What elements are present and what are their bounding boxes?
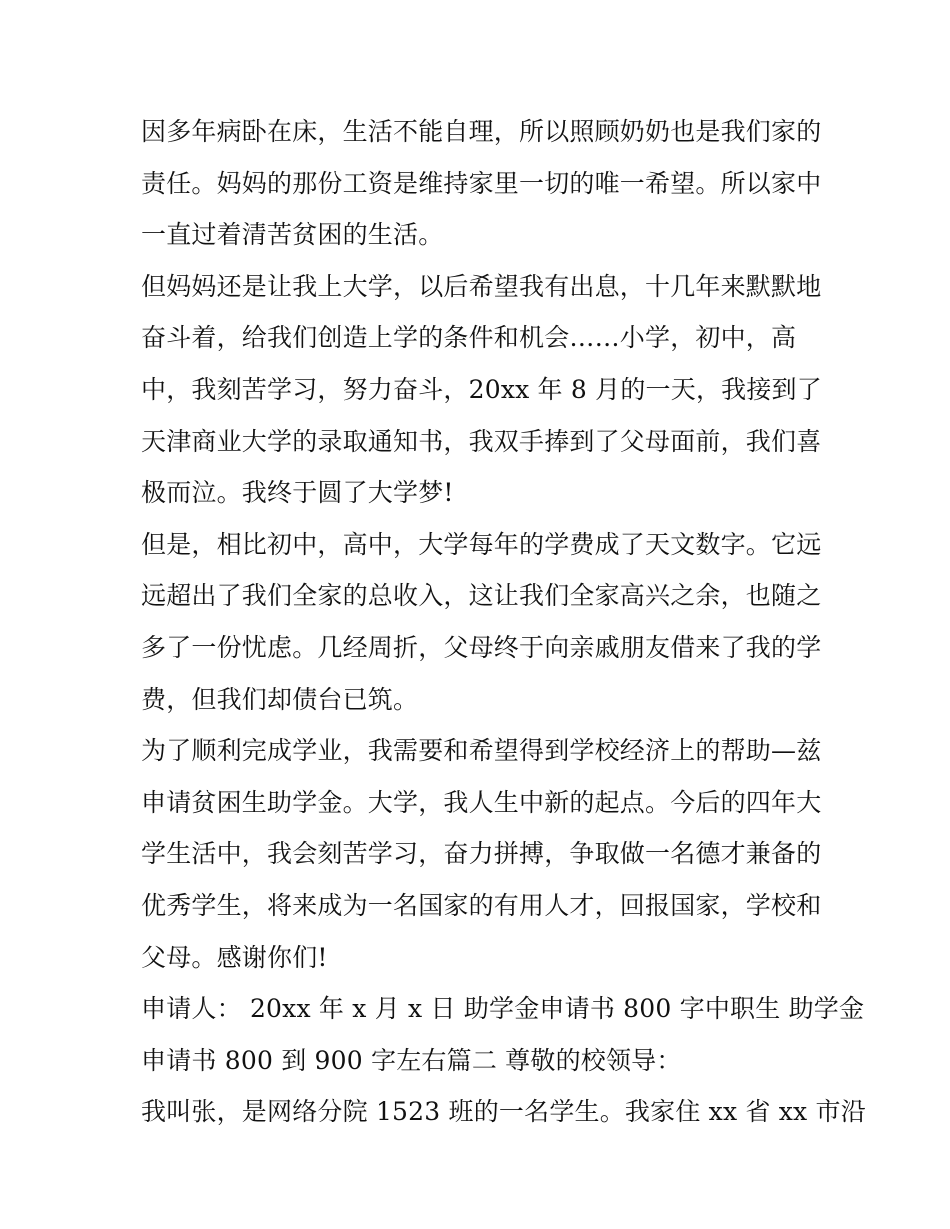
text-line: 父母。感谢你们! [141,942,328,972]
text-line: 费，但我们却债台已筑。 [141,684,419,714]
text-line: 但妈妈还是让我上大学，以后希望我有出息，十几年来默默地 [141,271,822,301]
text-line: 优秀学生，将来成为一名国家的有用人才，回报国家，学校和 [141,890,822,920]
text-line: 我叫张，是网络分院 1523 班的一名学生。我家住 xx 省 xx 市沿 [141,1097,866,1127]
text-line: 申请书 800 到 900 字左右篇二 尊敬的校领导： [141,1045,682,1075]
text-line: 一直过着清苦贫困的生活。 [141,220,444,250]
text-line: 申请人： 20xx 年 x 月 x 日 助学金申请书 800 字中职生 助学金 [141,994,865,1024]
text-line: 远超出了我们全家的总收入，这让我们全家高兴之余，也随之 [141,581,822,611]
text-line: 学生活中，我会刻苦学习，奋力拼搏，争取做一名德才兼备的 [141,839,822,869]
text-line: 申请贫困生助学金。大学，我人生中新的起点。今后的四年大 [141,787,822,817]
text-line: 但是，相比初中，高中，大学每年的学费成了天文数字。它远 [141,529,822,559]
text-line: 为了顺利完成学业，我需要和希望得到学校经济上的帮助—兹 [141,736,822,766]
text-line: 奋斗着，给我们创造上学的条件和机会……小学，初中，高 [141,323,797,353]
text-line: 多了一份忧虑。几经周折，父母终于向亲戚朋友借来了我的学 [141,632,822,662]
text-line: 中，我刻苦学习，努力奋斗，20xx 年 8 月的一天，我接到了 [141,374,822,404]
text-line: 责任。妈妈的那份工资是维持家里一切的唯一希望。所以家中 [141,168,822,198]
text-line: 天津商业大学的录取通知书，我双手捧到了父母面前，我们喜 [141,426,822,456]
document-body [141,106,866,1138]
text-line: 极而泣。我终于圆了大学梦! [141,478,454,508]
text-line: 因多年病卧在床，生活不能自理，所以照顾奶奶也是我们家的 [141,117,822,146]
